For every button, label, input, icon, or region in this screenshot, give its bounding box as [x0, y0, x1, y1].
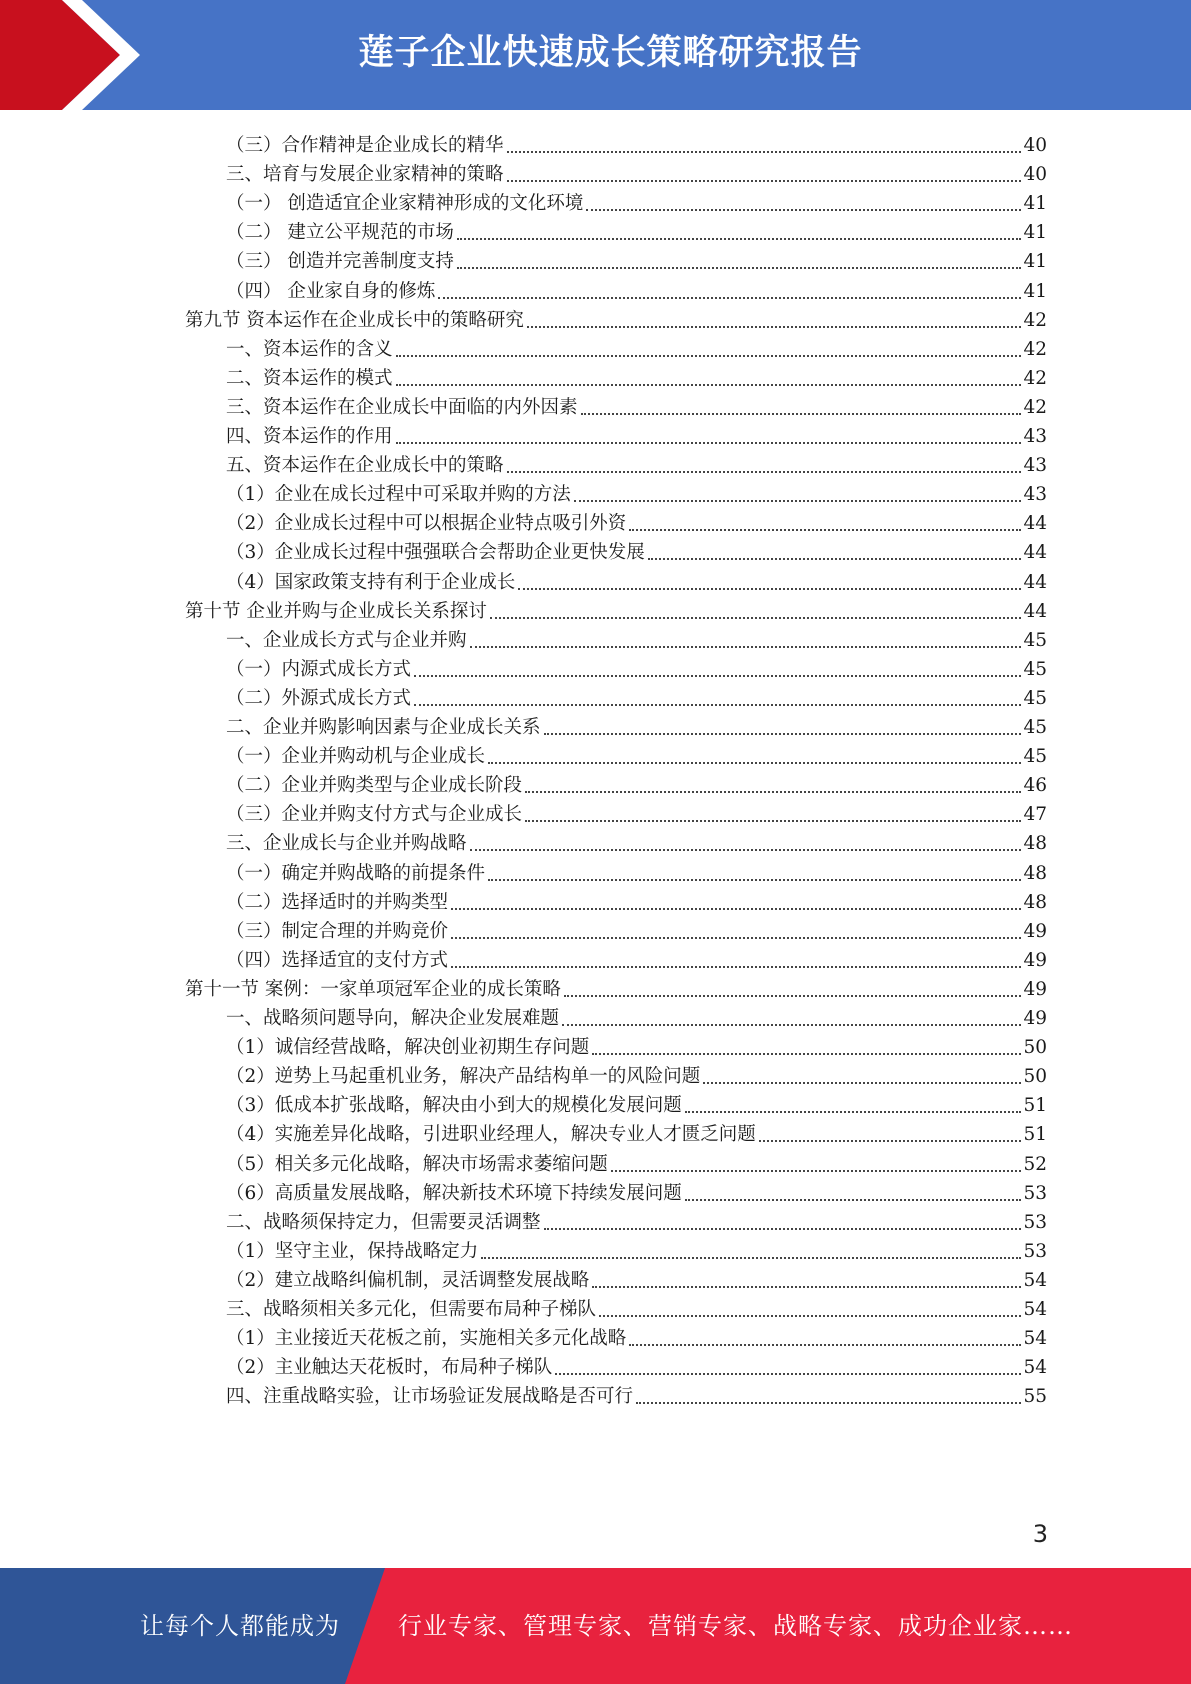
toc-dot-leader [703, 1081, 1021, 1084]
toc-entry-title: （一）确定并购战略的前提条件 [226, 862, 486, 884]
toc-entry[interactable] [226, 796, 1047, 827]
toc-entry-page: 42 [1023, 396, 1047, 418]
toc-entry[interactable] [226, 476, 1047, 507]
toc-entry-title: 四、资本运作的作用 [226, 426, 393, 447]
toc-entry-title: （四）选择适宜的支付方式 [226, 949, 449, 971]
toc-entry[interactable] [226, 564, 1047, 595]
toc-entry[interactable] [226, 1000, 1047, 1031]
toc-entry[interactable] [226, 1029, 1047, 1060]
toc-entry[interactable] [226, 389, 1047, 420]
toc-dot-leader [599, 1314, 1021, 1317]
toc-dot-leader [488, 878, 1021, 881]
toc-entry-page: 43 [1023, 484, 1047, 506]
toc-entry[interactable] [226, 913, 1047, 944]
toc-entry-page: 54 [1023, 1357, 1047, 1379]
toc-entry[interactable] [226, 680, 1047, 711]
toc-entry[interactable] [226, 1058, 1047, 1089]
toc-entry-page: 54 [1023, 1299, 1047, 1320]
toc-entry[interactable] [226, 1116, 1047, 1147]
toc-entry-title: （1）诚信经营战略，解决创业初期生存问题 [226, 1037, 590, 1059]
toc-entry-title: （2）建立战略纠偏机制，灵活调整发展战略 [226, 1269, 590, 1291]
toc-entry[interactable] [226, 622, 1047, 653]
toc-entry-title: （三）企业并购支付方式与企业成长 [226, 804, 523, 826]
toc-entry-page: 53 [1023, 1182, 1047, 1204]
toc-entry[interactable] [226, 214, 1047, 245]
toc-entry-page: 43 [1023, 426, 1047, 447]
toc-entry-title: 二、战略须保持定力，但需要灵活调整 [226, 1211, 541, 1233]
toc-entry-title: 第九节 资本运作在企业成长中的策略研究 [185, 309, 524, 331]
toc-entry-page: 44 [1023, 600, 1047, 622]
toc-entry-page: 44 [1023, 513, 1047, 535]
toc-entry[interactable] [226, 1262, 1047, 1293]
toc-entry[interactable] [185, 593, 1047, 624]
toc-dot-leader [648, 557, 1022, 560]
toc-entry[interactable] [226, 273, 1047, 304]
toc-dot-leader [544, 1227, 1022, 1230]
toc-entry[interactable] [226, 418, 1047, 449]
toc-entry-title: 三、战略须相关多元化，但需要布局种子梯队 [226, 1299, 597, 1320]
toc-entry[interactable] [226, 127, 1047, 158]
toc-entry-page: 42 [1023, 338, 1047, 360]
toc-dot-leader [629, 528, 1021, 531]
toc-dot-leader [414, 674, 1021, 677]
toc-dot-leader [451, 965, 1021, 968]
toc-entry-page: 44 [1023, 571, 1047, 593]
footer-slogan-right: 行业专家、管理专家、营销专家、战略专家、成功企业家…… [398, 1612, 1073, 1640]
toc-entry[interactable] [226, 1349, 1047, 1380]
toc-entry-title: （2）主业触达天花板时，布局种子梯队 [226, 1357, 553, 1379]
toc-entry-title: （3）企业成长过程中强强联合会帮助企业更快发展 [226, 542, 645, 564]
toc-entry-title: （一）内源式成长方式 [226, 658, 412, 680]
toc-dot-leader [457, 266, 1022, 269]
toc-entry[interactable] [226, 884, 1047, 915]
toc-entry[interactable] [226, 1378, 1047, 1409]
toc-entry[interactable] [226, 767, 1047, 798]
toc-entry-page: 50 [1023, 1066, 1047, 1088]
toc-entry-page: 48 [1023, 891, 1047, 913]
toc-entry-page: 42 [1023, 309, 1047, 331]
toc-entry-title: 二、资本运作的模式 [226, 367, 393, 389]
toc-entry-page: 54 [1023, 1269, 1047, 1291]
toc-dot-leader [470, 645, 1022, 648]
toc-entry-page: 41 [1023, 193, 1047, 215]
toc-dot-leader [438, 296, 1021, 299]
toc-entry-title: （1）企业在成长过程中可采取并购的方法 [226, 484, 571, 506]
toc-entry[interactable] [226, 1233, 1047, 1264]
toc-entry-page: 45 [1023, 746, 1047, 768]
toc-entry-title: （二）外源式成长方式 [226, 687, 412, 709]
toc-dot-leader [507, 179, 1022, 182]
toc-dot-leader [518, 587, 1021, 590]
toc-entry[interactable] [226, 1087, 1047, 1118]
toc-entry[interactable] [226, 942, 1047, 973]
toc-entry-page: 45 [1023, 717, 1047, 738]
toc-entry-title: （二） 建立公平规范的市场 [226, 222, 454, 244]
toc-entry-title: （3）低成本扩张战略，解决由小到大的规模化发展问题 [226, 1095, 682, 1117]
toc-dot-leader [685, 1198, 1022, 1201]
toc-entry-title: （三）合作精神是企业成长的精华 [226, 135, 504, 156]
toc-entry-title: 三、资本运作在企业成长中面临的内外因素 [226, 396, 578, 418]
toc-entry-page: 52 [1023, 1153, 1047, 1175]
toc-entry[interactable] [226, 505, 1047, 536]
toc-entry[interactable] [226, 447, 1047, 478]
toc-entry[interactable] [185, 302, 1047, 333]
toc-entry-page: 55 [1023, 1386, 1047, 1408]
toc-entry[interactable] [226, 855, 1047, 886]
toc-entry[interactable] [226, 156, 1047, 187]
toc-entry-page: 46 [1023, 775, 1047, 797]
toc-dot-leader [555, 1372, 1021, 1375]
toc-dot-leader [488, 761, 1021, 764]
toc-entry-page: 49 [1023, 978, 1047, 1000]
page-number: 3 [1032, 1520, 1048, 1548]
toc-entry[interactable] [185, 971, 1047, 1002]
toc-entry-page: 50 [1023, 1037, 1047, 1059]
toc-entry-page: 49 [1023, 920, 1047, 942]
toc-entry-page: 49 [1023, 1008, 1047, 1029]
header-band [0, 0, 1191, 110]
toc-entry-title: （二）企业并购类型与企业成长阶段 [226, 775, 523, 797]
toc-entry-page: 45 [1023, 687, 1047, 709]
toc-entry-page: 40 [1023, 135, 1047, 156]
toc-entry-title: （二）选择适时的并购类型 [226, 891, 449, 913]
toc-dot-leader [574, 499, 1022, 502]
toc-entry[interactable] [226, 825, 1047, 856]
toc-entry-title: （一）企业并购动机与企业成长 [226, 746, 486, 768]
toc-dot-leader [490, 616, 1022, 619]
toc-entry-page: 48 [1023, 833, 1047, 855]
toc-entry[interactable] [226, 185, 1047, 216]
toc-entry-page: 54 [1023, 1328, 1047, 1350]
toc-dot-leader [544, 732, 1022, 735]
toc-entry[interactable] [226, 1146, 1047, 1177]
toc-entry-title: （4）实施差异化战略，引进职业经理人，解决专业人才匮乏问题 [226, 1124, 756, 1146]
toc-entry[interactable] [226, 651, 1047, 682]
toc-dot-leader [592, 1052, 1021, 1055]
toc-entry-title: 一、企业成长方式与企业并购 [226, 629, 467, 651]
toc-entry-title: （2）企业成长过程中可以根据企业特点吸引外资 [226, 513, 627, 535]
toc-dot-leader [564, 994, 1022, 997]
toc-dot-leader [586, 208, 1021, 211]
toc-entry-title: （三）制定合理的并购竞价 [226, 920, 449, 942]
toc-entry-page: 51 [1023, 1124, 1047, 1146]
toc-entry[interactable] [226, 331, 1047, 362]
toc-entry-title: 四、注重战略实验，让市场验证发展战略是否可行 [226, 1386, 634, 1408]
toc-dot-leader [592, 1285, 1021, 1288]
toc-dot-leader [685, 1110, 1022, 1113]
toc-entry-page: 51 [1023, 1095, 1047, 1117]
toc-dot-leader [396, 441, 1022, 444]
toc-entry-page: 49 [1023, 949, 1047, 971]
toc-entry-title: （1）主业接近天花板之前，实施相关多元化战略 [226, 1328, 627, 1350]
toc-entry-title: （三） 创造并完善制度支持 [226, 251, 454, 273]
toc-entry-title: （5）相关多元化战略，解决市场需求萎缩问题 [226, 1153, 608, 1175]
document-title: 莲子企业快速成长策略研究报告 [358, 33, 863, 73]
toc-dot-leader [396, 354, 1022, 357]
toc-entry-page: 41 [1023, 222, 1047, 244]
toc-dot-leader [481, 1256, 1021, 1259]
toc-entry-page: 45 [1023, 629, 1047, 651]
toc-dot-leader [470, 848, 1022, 851]
toc-entry[interactable] [226, 709, 1047, 740]
toc-dot-leader [451, 907, 1021, 910]
toc-entry[interactable] [226, 534, 1047, 565]
toc-entry-page: 48 [1023, 862, 1047, 884]
toc-dot-leader [525, 819, 1021, 822]
toc-entry[interactable] [226, 738, 1047, 769]
footer-slogan-left: 让每个人都能成为 [140, 1612, 340, 1640]
toc-entry-page: 44 [1023, 542, 1047, 564]
toc-dot-leader [629, 1343, 1021, 1346]
toc-entry-page: 53 [1023, 1240, 1047, 1262]
toc-entry-title: （四） 企业家自身的修炼 [226, 280, 436, 302]
toc-entry-title: 第十一节 案例：一家单项冠军企业的成长策略 [185, 978, 561, 1000]
toc-entry-title: （一） 创造适宜企业家精神形成的文化环境 [226, 193, 584, 215]
toc-entry[interactable] [226, 1175, 1047, 1206]
toc-entry-title: （6）高质量发展战略，解决新技术环境下持续发展问题 [226, 1182, 682, 1204]
toc-entry[interactable] [226, 1291, 1047, 1322]
toc-dot-leader [562, 1023, 1021, 1026]
toc-entry-title: 第十节 企业并购与企业成长关系探讨 [185, 600, 487, 622]
toc-dot-leader [611, 1169, 1022, 1172]
toc-dot-leader [457, 237, 1022, 240]
toc-entry-title: 一、战略须问题导向，解决企业发展难题 [226, 1008, 560, 1029]
toc-entry[interactable] [226, 360, 1047, 391]
toc-dot-leader [636, 1401, 1021, 1404]
toc-entry-title: 一、资本运作的含义 [226, 338, 393, 360]
toc-dot-leader [507, 150, 1022, 153]
toc-dot-leader [525, 790, 1021, 793]
toc-entry-page: 53 [1023, 1211, 1047, 1233]
toc-entry[interactable] [226, 1320, 1047, 1351]
toc-entry-title: 五、资本运作在企业成长中的策略 [226, 455, 504, 477]
toc-dot-leader [581, 412, 1022, 415]
toc-entry-title: 二、企业并购影响因素与企业成长关系 [226, 717, 541, 738]
toc-entry[interactable] [226, 1204, 1047, 1235]
toc-entry-page: 43 [1023, 455, 1047, 477]
toc-dot-leader [527, 325, 1022, 328]
toc-entry-page: 42 [1023, 367, 1047, 389]
toc-dot-leader [396, 383, 1022, 386]
toc-entry-page: 40 [1023, 164, 1047, 186]
toc-entry-title: （1）坚守主业，保持战略定力 [226, 1240, 479, 1262]
toc-entry-page: 41 [1023, 251, 1047, 273]
toc-entry-title: 三、企业成长与企业并购战略 [226, 833, 467, 855]
toc-dot-leader [414, 703, 1021, 706]
toc-entry-title: （2）逆势上马起重机业务，解决产品结构单一的风险问题 [226, 1066, 701, 1088]
toc-dot-leader [451, 936, 1021, 939]
toc-entry-page: 45 [1023, 658, 1047, 680]
toc-entry-title: 三、培育与发展企业家精神的策略 [226, 164, 504, 186]
toc-entry-title: （4）国家政策支持有利于企业成长 [226, 571, 516, 593]
toc-entry[interactable] [226, 243, 1047, 274]
toc-entry-page: 47 [1023, 804, 1047, 826]
toc-dot-leader [759, 1139, 1022, 1142]
footer-band [0, 1568, 1191, 1684]
toc-entry-page: 41 [1023, 280, 1047, 302]
toc-dot-leader [507, 470, 1022, 473]
